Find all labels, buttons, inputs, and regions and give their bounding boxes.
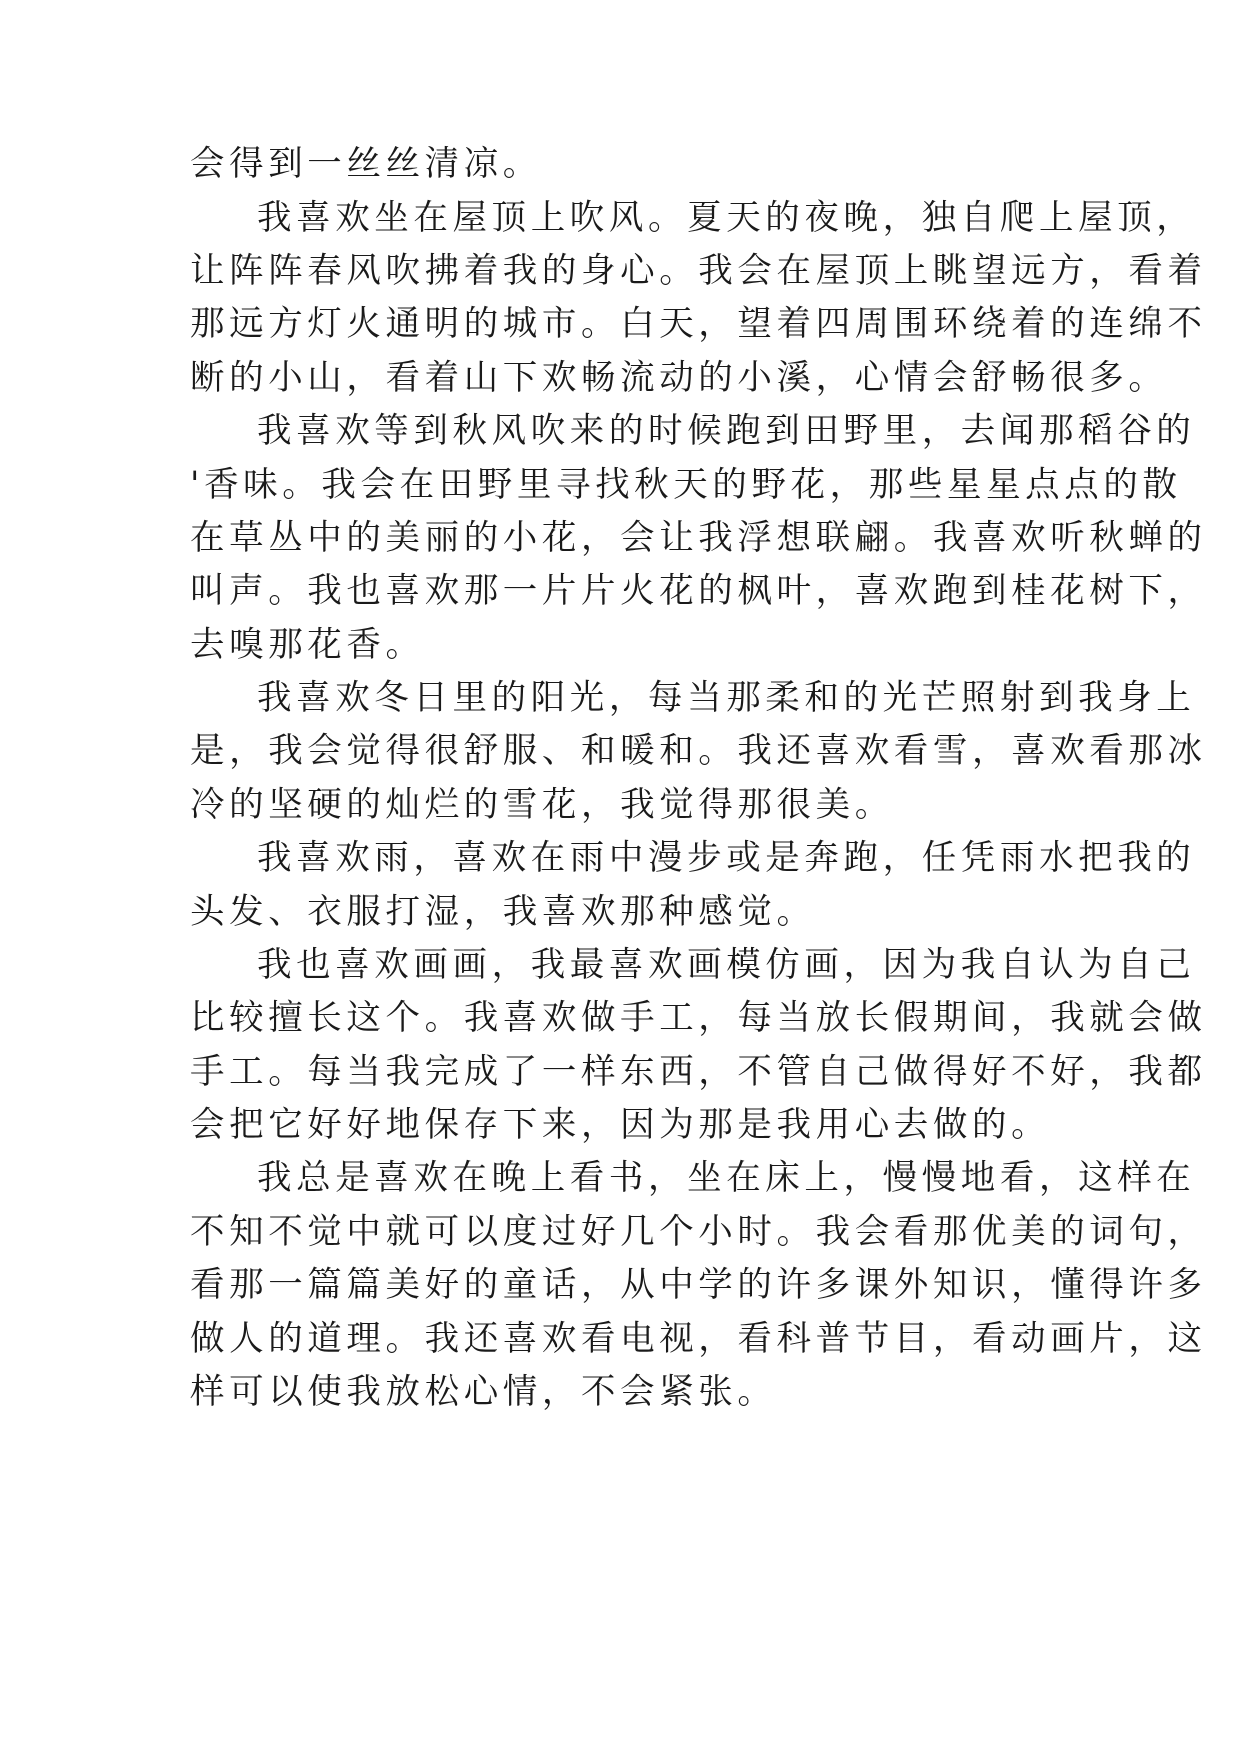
text-line: 会得到一丝丝清凉。 bbox=[190, 144, 542, 184]
paragraph-start-line: 我喜欢坐在屋顶上吹风。夏天的夜晚，独自爬上屋顶， bbox=[257, 198, 1196, 238]
paragraph-start-line: 我喜欢等到秋风吹来的时候跑到田野里，去闻那稻谷的 bbox=[257, 411, 1196, 451]
paragraph-start-line: 我喜欢雨，喜欢在雨中漫步或是奔跑，任凭雨水把我的 bbox=[257, 838, 1196, 878]
text-line: 让阵阵春风吹拂着我的身心。我会在屋顶上眺望远方，看着 bbox=[190, 251, 1207, 291]
paragraph-start-line: 我总是喜欢在晚上看书，坐在床上，慢慢地看，这样在 bbox=[257, 1158, 1196, 1198]
text-line: 样可以使我放松心情，不会紧张。 bbox=[190, 1372, 777, 1412]
text-line: 会把它好好地保存下来，因为那是我用心去做的。 bbox=[190, 1105, 1051, 1145]
text-line: 头发、衣服打湿，我喜欢那种感觉。 bbox=[190, 892, 816, 932]
text-line: 在草丛中的美丽的小花，会让我浮想联翩。我喜欢听秋蝉的 bbox=[190, 518, 1207, 558]
text-line: 去嗅那花香。 bbox=[190, 625, 425, 665]
text-line: 做人的道理。我还喜欢看电视，看科普节目，看动画片，这 bbox=[190, 1319, 1207, 1359]
text-line: 看那一篇篇美好的童话，从中学的许多课外知识，懂得许多 bbox=[190, 1265, 1207, 1305]
text-line: '香味。我会在田野里寻找秋天的野花，那些星星点点的散 bbox=[190, 465, 1182, 505]
text-line: 不知不觉中就可以度过好几个小时。我会看那优美的词句， bbox=[190, 1212, 1207, 1252]
paragraph-start-line: 我喜欢冬日里的阳光，每当那柔和的光芒照射到我身上 bbox=[257, 678, 1196, 718]
paragraph-start-line: 我也喜欢画画，我最喜欢画模仿画，因为我自认为自己 bbox=[257, 945, 1196, 985]
text-line: 叫声。我也喜欢那一片片火花的枫叶，喜欢跑到桂花树下， bbox=[190, 571, 1207, 611]
text-line: 手工。每当我完成了一样东西，不管自己做得好不好，我都 bbox=[190, 1052, 1207, 1092]
text-line: 那远方灯火通明的城市。白天，望着四周围环绕着的连绵不 bbox=[190, 304, 1207, 344]
text-line: 断的小山，看着山下欢畅流动的小溪，心情会舒畅很多。 bbox=[190, 358, 1168, 398]
text-line: 比较擅长这个。我喜欢做手工，每当放长假期间，我就会做 bbox=[190, 998, 1207, 1038]
text-line: 是，我会觉得很舒服、和暖和。我还喜欢看雪，喜欢看那冰 bbox=[190, 731, 1207, 771]
text-line: 冷的坚硬的灿烂的雪花，我觉得那很美。 bbox=[190, 785, 894, 825]
